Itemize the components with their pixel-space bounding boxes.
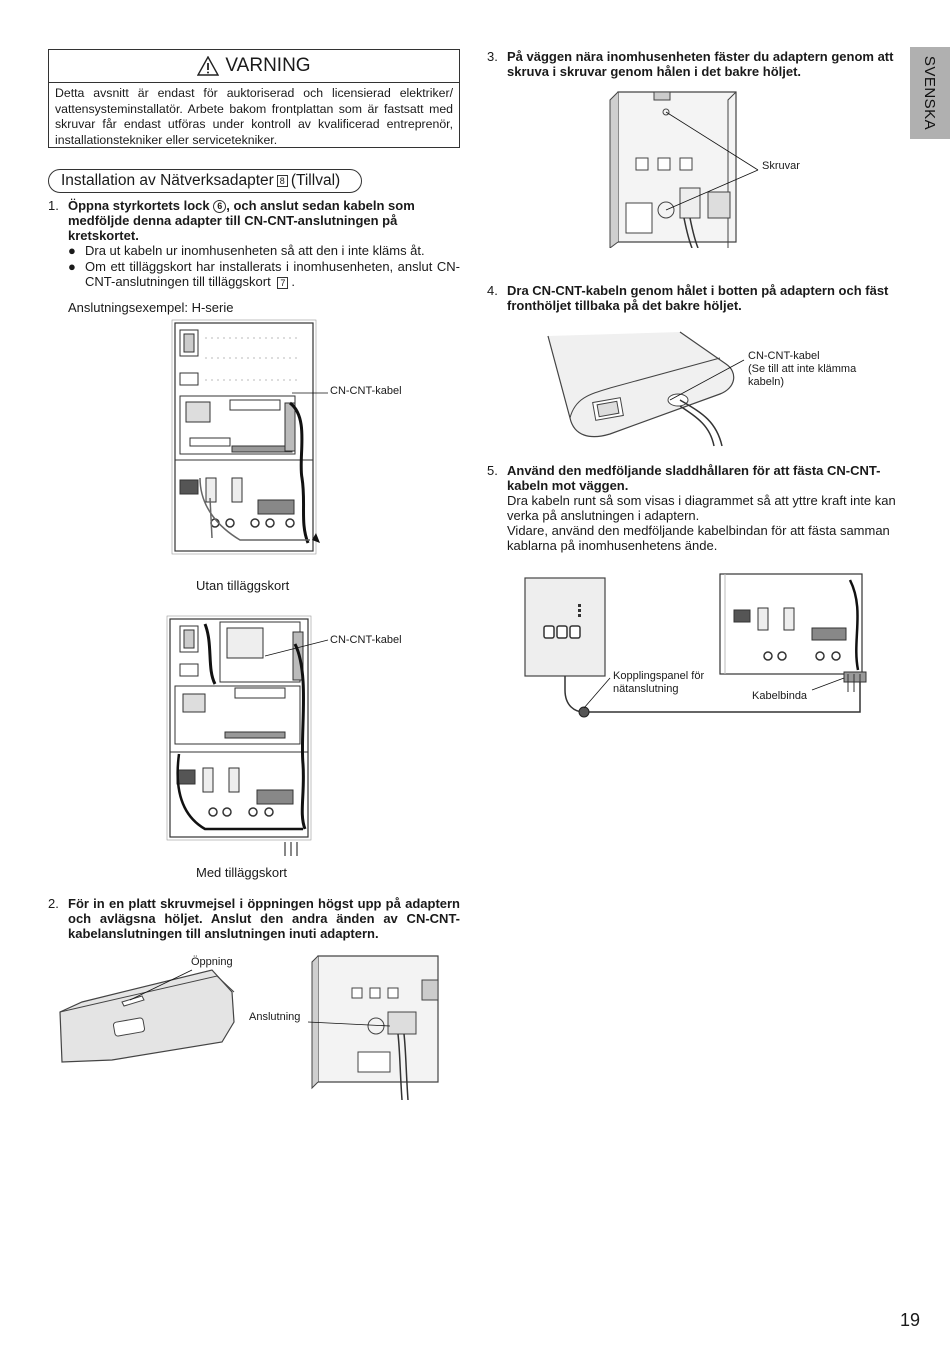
adapter-inside-connection-diagram	[240, 952, 465, 1102]
step-1-text-b: , och anslut sedan kabeln som medföljde denna adapter till CN-CNT-anslutningen på kretskortet.	[68, 198, 415, 243]
screws-label: Skruvar	[762, 160, 800, 172]
step-2	[48, 896, 460, 944]
warning-title: VARNING	[225, 55, 311, 76]
connection-label: Anslutning	[249, 1011, 301, 1023]
bullet-dot-icon: ●	[68, 259, 76, 274]
adapter-cover-diagram	[52, 962, 242, 1072]
opening-label: Öppning	[191, 956, 233, 968]
step-2-number: 2.	[48, 896, 59, 911]
section-title-pre: Installation av Nätverksadapter	[61, 172, 274, 189]
bullet-2-text	[85, 259, 460, 289]
indoor-unit-diagram-with-addon	[165, 614, 415, 859]
bullet-2-text-a: Om ett tilläggskort har installerats i inomhusenheten, anslut CN-CNT-anslutningen till tilläggskort	[85, 259, 460, 289]
page-number: 19	[900, 1310, 921, 1330]
panel-label-line2: nätanslutning	[613, 683, 679, 695]
cable-tie-label: Kabelbinda	[752, 690, 808, 702]
step-1-text	[68, 198, 460, 243]
connection-example-label: Anslutningsexempel: H-serie	[68, 300, 234, 315]
bullet-dot-icon: ●	[68, 243, 76, 258]
step-2-text: För in en platt skruvmejsel i öppningen högst upp på adaptern och avlägsna höljet. Anslut den andra änden av CN-CNT-kabelanslutningen till anslutningen inuti adaptern.	[68, 896, 460, 941]
bullet-2-ref: 7	[277, 277, 288, 289]
panel-label-line1: Kopplingspanel för	[613, 670, 705, 682]
step-4-number: 4.	[487, 283, 498, 298]
step-5-text	[507, 463, 897, 553]
step-1	[48, 198, 460, 246]
wall-cable-routing-diagram	[520, 570, 880, 725]
step4-label-line3: kabeln)	[748, 376, 785, 388]
step4-label-line1: CN-CNT-kabel	[748, 350, 820, 362]
step-1-ref: 6	[213, 200, 226, 213]
step4-label-line2: (Se till att inte klämma	[748, 363, 857, 375]
step-5-text-2: Vidare, använd den medföljande kabelbindan för att fästa samman kablarna på inomhusenhetens ände.	[507, 523, 890, 553]
fig2-caption: Med tilläggskort	[196, 865, 288, 880]
step-3	[487, 49, 897, 81]
bullet-2-text-b: .	[291, 274, 295, 289]
warning-text: Detta avsnitt är endast för auktoriserad och licensierad elektriker/ vattensysteminstallatör. Arbete bakom frontplattan som är fastsatt med skruvar får endast utföras under kontroll av kvalificerad entreprenör, installationstekniker eller servicetekniker.	[55, 86, 453, 147]
indoor-unit-diagram-without-addon	[170, 318, 420, 558]
section-ref-number: 8	[277, 175, 288, 187]
step-5-text-bold: Använd den medföljande sladdhållaren för att fästa CN-CNT-kabeln mot väggen.	[507, 463, 881, 493]
adapter-bottom-cable-diagram	[540, 328, 750, 448]
section-title	[48, 169, 362, 193]
language-tab-label: SVENSKA	[921, 55, 939, 131]
step-5	[487, 463, 897, 555]
step-4-text: Dra CN-CNT-kabeln genom hålet i botten på adaptern och fäst fronthöljet tillbaka på det bakre höljet.	[507, 283, 889, 313]
step-4	[487, 283, 897, 315]
warning-triangle-icon	[197, 56, 219, 76]
fig1-cn-cnt-label: CN-CNT-kabel	[330, 385, 402, 397]
step-5-text-1: Dra kabeln runt så som visas i diagrammet så att yttre kraft inte kan verka på anslutningen i adaptern.	[507, 493, 896, 523]
warning-box	[48, 49, 460, 148]
step-5-number: 5.	[487, 463, 498, 478]
section-title-post: (Tillval)	[290, 172, 341, 189]
step-3-text: På väggen nära inomhusenheten fäster du adaptern genom att skruva i skruvar genom hålen i det bakre höljet.	[507, 49, 894, 79]
bullet-1-text: Dra ut kabeln ur inomhusenheten så att den i inte kläms åt.	[85, 243, 425, 258]
fig1-caption: Utan tilläggskort	[196, 578, 290, 593]
step-1-text-a: Öppna styrkortets lock	[68, 198, 210, 213]
fig2-cn-cnt-label: CN-CNT-kabel	[330, 634, 402, 646]
step-3-number: 3.	[487, 49, 498, 64]
step-1-number: 1.	[48, 198, 59, 213]
language-tab	[910, 47, 950, 139]
warning-header	[49, 50, 459, 83]
